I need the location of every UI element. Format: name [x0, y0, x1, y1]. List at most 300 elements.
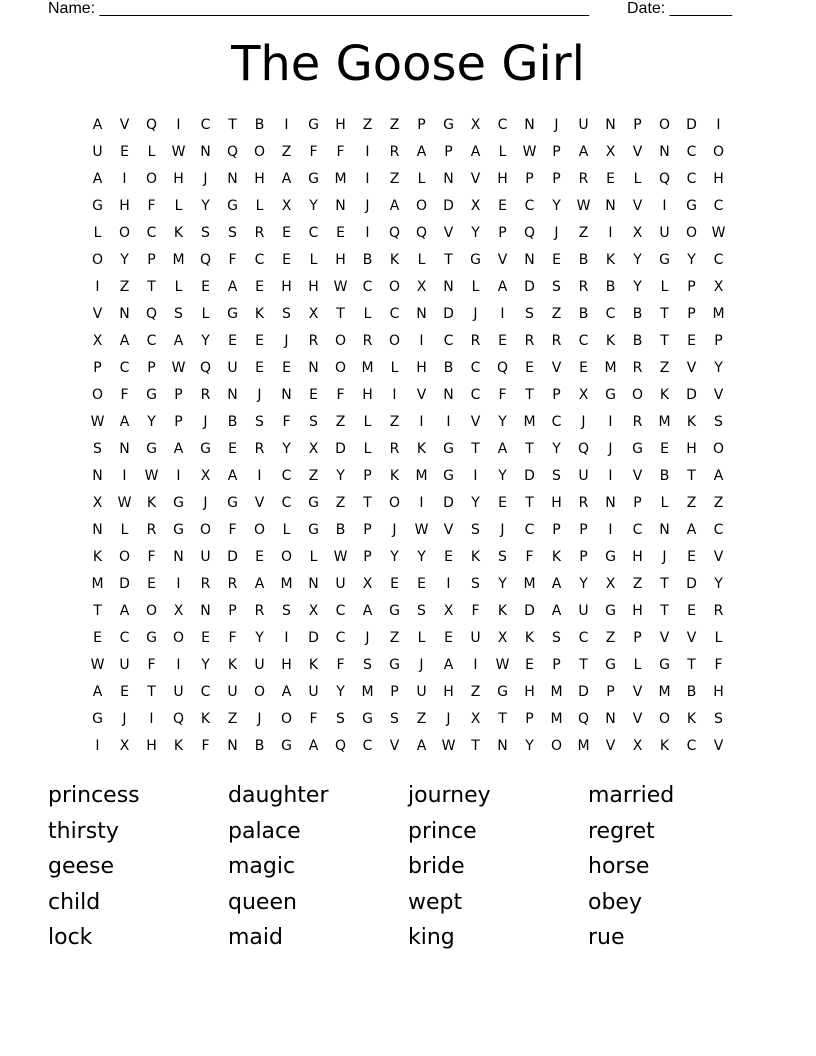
grid-letter: O: [388, 332, 401, 349]
grid-letter: Z: [416, 710, 427, 727]
grid-letter: S: [309, 413, 318, 430]
grid-letter: E: [444, 629, 453, 646]
grid-letter: D: [578, 683, 589, 700]
grid-letter: V: [254, 494, 265, 511]
grid-letter: B: [659, 467, 670, 484]
grid-letter: W: [333, 278, 348, 295]
grid-letter: S: [471, 575, 480, 592]
grid-letter: L: [660, 494, 669, 511]
grid-letter: A: [389, 197, 400, 214]
grid-letter: K: [308, 656, 319, 673]
grid-letter: X: [632, 737, 643, 754]
grid-letter: N: [308, 575, 319, 592]
grid-letter: Y: [390, 548, 399, 565]
grid-letter: Y: [309, 197, 318, 214]
grid-row: [84, 489, 732, 516]
grid-row: [84, 246, 732, 273]
grid-letter: G: [605, 656, 616, 673]
grid-letter: G: [605, 386, 616, 403]
grid-letter: C: [362, 278, 373, 295]
grid-letter: E: [660, 440, 669, 457]
grid-letter: A: [713, 467, 724, 484]
grid-letter: U: [119, 656, 130, 673]
grid-letter: U: [578, 602, 589, 619]
grid-letter: C: [281, 494, 292, 511]
grid-letter: A: [173, 332, 184, 349]
worksheet-header: [48, 0, 768, 18]
grid-letter: M: [361, 359, 374, 376]
grid-letter: S: [93, 440, 102, 457]
grid-row: [84, 435, 732, 462]
grid-letter: F: [471, 602, 480, 619]
grid-letter: C: [713, 251, 724, 268]
grid-letter: W: [495, 656, 510, 673]
grid-letter: I: [419, 413, 424, 430]
grid-letter: Y: [336, 467, 345, 484]
grid-letter: Y: [687, 251, 696, 268]
word-list-item: married: [588, 783, 675, 808]
grid-letter: P: [552, 143, 561, 160]
grid-letter: T: [93, 602, 102, 619]
grid-letter: H: [632, 602, 643, 619]
grid-letter: Y: [714, 575, 723, 592]
grid-letter: I: [176, 656, 181, 673]
grid-letter: Z: [389, 629, 400, 646]
grid-letter: J: [473, 305, 478, 322]
grid-letter: H: [524, 683, 535, 700]
grid-letter: Y: [552, 440, 561, 457]
grid-letter: L: [417, 629, 426, 646]
grid-letter: Y: [498, 467, 507, 484]
grid-letter: F: [201, 737, 210, 754]
grid-letter: V: [632, 143, 643, 160]
word-list-item: maid: [228, 925, 283, 950]
grid-letter: G: [227, 494, 238, 511]
grid-letter: O: [658, 710, 671, 727]
grid-letter: P: [633, 629, 642, 646]
grid-letter: E: [525, 359, 534, 376]
grid-letter: T: [363, 494, 372, 511]
grid-letter: X: [200, 467, 211, 484]
grid-letter: T: [147, 683, 156, 700]
grid-letter: E: [147, 575, 156, 592]
grid-letter: Y: [498, 413, 507, 430]
grid-letter: X: [713, 278, 724, 295]
grid-letter: C: [524, 521, 535, 538]
grid-letter: L: [147, 143, 156, 160]
grid-letter: V: [389, 737, 400, 754]
grid-letter: Y: [120, 251, 129, 268]
grid-letter: F: [147, 548, 156, 565]
grid-letter: K: [605, 332, 616, 349]
grid-letter: O: [334, 359, 347, 376]
grid-letter: N: [524, 116, 535, 133]
grid-letter: E: [444, 548, 453, 565]
grid-letter: J: [257, 386, 262, 403]
grid-letter: E: [687, 332, 696, 349]
grid-letter: I: [149, 710, 154, 727]
grid-letter: Q: [334, 737, 347, 754]
grid-letter: E: [606, 170, 615, 187]
grid-letter: P: [714, 332, 723, 349]
grid-letter: X: [362, 575, 373, 592]
grid-letter: X: [470, 116, 481, 133]
grid-letter: M: [712, 305, 725, 322]
grid-letter: I: [95, 737, 100, 754]
grid-letter: V: [713, 737, 724, 754]
grid-letter: O: [685, 224, 698, 241]
grid-letter: P: [633, 116, 642, 133]
grid-letter: B: [254, 116, 265, 133]
grid-letter: U: [227, 683, 238, 700]
grid-letter: N: [227, 737, 238, 754]
grid-letter: Z: [659, 359, 670, 376]
grid-letter: G: [470, 251, 481, 268]
grid-letter: E: [282, 359, 291, 376]
grid-letter: H: [686, 440, 697, 457]
grid-letter: E: [498, 332, 507, 349]
grid-letter: T: [687, 656, 696, 673]
grid-letter: U: [578, 116, 589, 133]
grid-letter: O: [253, 143, 266, 160]
grid-letter: Q: [145, 305, 158, 322]
grid-row: [84, 138, 732, 165]
grid-letter: J: [608, 440, 613, 457]
grid-row: [84, 624, 732, 651]
grid-letter: E: [336, 224, 345, 241]
grid-letter: B: [578, 251, 589, 268]
grid-letter: C: [470, 359, 481, 376]
grid-letter: I: [419, 332, 424, 349]
grid-letter: O: [388, 278, 401, 295]
grid-letter: I: [176, 575, 181, 592]
grid-letter: E: [255, 359, 264, 376]
grid-letter: R: [632, 359, 643, 376]
grid-letter: D: [524, 467, 535, 484]
grid-letter: C: [686, 737, 697, 754]
grid-letter: P: [93, 359, 102, 376]
grid-letter: F: [525, 548, 534, 565]
grid-letter: P: [363, 467, 372, 484]
grid-letter: J: [554, 224, 559, 241]
grid-letter: Y: [471, 494, 480, 511]
grid-letter: T: [579, 656, 588, 673]
grid-letter: V: [632, 467, 643, 484]
grid-letter: H: [551, 494, 562, 511]
grid-letter: S: [525, 305, 534, 322]
grid-letter: T: [525, 386, 534, 403]
grid-letter: K: [497, 602, 508, 619]
grid-letter: M: [550, 683, 563, 700]
grid-letter: G: [308, 170, 319, 187]
grid-letter: R: [389, 143, 400, 160]
grid-letter: T: [525, 494, 534, 511]
grid-letter: F: [309, 143, 318, 160]
grid-letter: G: [200, 440, 211, 457]
grid-letter: S: [363, 656, 372, 673]
grid-letter: E: [282, 224, 291, 241]
grid-letter: I: [608, 413, 613, 430]
grid-letter: B: [578, 305, 589, 322]
grid-letter: V: [605, 737, 616, 754]
grid-letter: I: [122, 467, 127, 484]
grid-letter: U: [659, 224, 670, 241]
grid-letter: P: [687, 305, 696, 322]
grid-letter: J: [203, 170, 208, 187]
word-list-item: wept: [408, 889, 463, 915]
grid-letter: P: [174, 386, 183, 403]
grid-letter: H: [281, 278, 292, 295]
grid-letter: E: [255, 332, 264, 349]
grid-letter: Q: [496, 359, 509, 376]
grid-letter: C: [578, 629, 589, 646]
grid-letter: N: [92, 521, 103, 538]
grid-letter: T: [471, 737, 480, 754]
grid-row: [84, 381, 732, 408]
grid-letter: W: [117, 494, 132, 511]
grid-letter: L: [282, 521, 291, 538]
grid-letter: I: [446, 413, 451, 430]
grid-letter: A: [416, 143, 427, 160]
grid-letter: O: [388, 494, 401, 511]
grid-letter: Q: [658, 170, 671, 187]
grid-letter: E: [579, 359, 588, 376]
grid-letter: O: [253, 683, 266, 700]
grid-letter: E: [228, 440, 237, 457]
grid-letter: A: [578, 143, 589, 160]
grid-letter: E: [120, 683, 129, 700]
grid-letter: C: [362, 737, 373, 754]
grid-letter: N: [659, 143, 670, 160]
grid-letter: Z: [551, 305, 562, 322]
grid-letter: V: [470, 413, 481, 430]
grid-letter: T: [228, 116, 237, 133]
grid-letter: S: [255, 413, 264, 430]
grid-letter: K: [200, 710, 211, 727]
grid-letter: Z: [335, 413, 346, 430]
grid-letter: G: [146, 440, 157, 457]
grid-letter: Z: [686, 494, 697, 511]
grid-letter: Y: [525, 737, 534, 754]
grid-letter: D: [686, 575, 697, 592]
grid-letter: Z: [632, 575, 643, 592]
grid-letter: M: [280, 575, 293, 592]
grid-letter: M: [658, 413, 671, 430]
grid-letter: Q: [172, 710, 185, 727]
grid-letter: P: [174, 413, 183, 430]
grid-letter: F: [336, 386, 345, 403]
grid-letter: R: [254, 440, 265, 457]
grid-letter: B: [686, 683, 697, 700]
grid-letter: V: [659, 629, 670, 646]
grid-letter: E: [498, 197, 507, 214]
grid-letter: O: [550, 737, 563, 754]
grid-letter: C: [578, 332, 589, 349]
grid-letter: T: [660, 602, 669, 619]
grid-letter: E: [525, 656, 534, 673]
grid-letter: Q: [199, 359, 212, 376]
grid-letter: N: [605, 710, 616, 727]
grid-letter: O: [118, 224, 131, 241]
grid-letter: Z: [389, 413, 400, 430]
grid-letter: Y: [633, 251, 642, 268]
grid-letter: K: [659, 737, 670, 754]
grid-letter: L: [498, 143, 507, 160]
grid-letter: Z: [119, 278, 130, 295]
grid-letter: G: [92, 197, 103, 214]
grid-letter: P: [363, 548, 372, 565]
grid-letter: E: [687, 548, 696, 565]
grid-letter: X: [92, 332, 103, 349]
grid-letter: O: [91, 386, 104, 403]
grid-letter: D: [443, 305, 454, 322]
grid-letter: V: [497, 251, 508, 268]
grid-row: [84, 165, 732, 192]
grid-row: [84, 651, 732, 678]
grid-letter: C: [281, 467, 292, 484]
grid-letter: T: [660, 332, 669, 349]
grid-letter: A: [119, 413, 130, 430]
grid-letter: O: [145, 170, 158, 187]
grid-letter: C: [200, 116, 211, 133]
grid-letter: Z: [281, 143, 292, 160]
grid-letter: C: [551, 413, 562, 430]
word-list-item: magic: [228, 854, 296, 879]
grid-letter: F: [498, 386, 507, 403]
grid-row: [84, 111, 732, 138]
grid-letter: Y: [201, 332, 210, 349]
grid-letter: I: [365, 170, 370, 187]
grid-letter: Z: [389, 116, 400, 133]
grid-letter: L: [417, 170, 426, 187]
grid-letter: U: [470, 629, 481, 646]
grid-letter: X: [443, 602, 454, 619]
grid-letter: T: [498, 710, 507, 727]
grid-letter: R: [200, 386, 211, 403]
grid-letter: C: [686, 143, 697, 160]
word-list-item: palace: [228, 818, 301, 844]
grid-letter: B: [443, 359, 454, 376]
grid-letter: N: [308, 359, 319, 376]
grid-letter: C: [686, 170, 697, 187]
grid-letter: H: [632, 548, 643, 565]
grid-letter: K: [605, 251, 616, 268]
grid-letter: P: [525, 170, 534, 187]
grid-letter: V: [686, 359, 697, 376]
grid-letter: N: [227, 170, 238, 187]
grid-letter: K: [146, 494, 157, 511]
grid-letter: S: [390, 710, 399, 727]
grid-letter: L: [309, 548, 318, 565]
grid-letter: O: [172, 629, 185, 646]
grid-letter: P: [444, 143, 453, 160]
grid-letter: H: [416, 359, 427, 376]
grid-letter: T: [660, 305, 669, 322]
grid-letter: D: [119, 575, 130, 592]
grid-letter: X: [416, 278, 427, 295]
grid-letter: V: [713, 548, 724, 565]
grid-letter: X: [632, 224, 643, 241]
grid-letter: E: [255, 548, 264, 565]
grid-letter: M: [334, 170, 347, 187]
grid-letter: H: [713, 683, 724, 700]
grid-letter: P: [390, 683, 399, 700]
grid-letter: W: [171, 359, 186, 376]
grid-letter: W: [711, 224, 726, 241]
grid-letter: J: [203, 494, 208, 511]
grid-letter: V: [119, 116, 130, 133]
grid-letter: T: [336, 305, 345, 322]
grid-letter: A: [686, 521, 697, 538]
grid-letter: G: [92, 710, 103, 727]
grid-letter: K: [524, 629, 535, 646]
grid-letter: H: [362, 386, 373, 403]
grid-letter: D: [686, 116, 697, 133]
grid-letter: F: [228, 629, 237, 646]
grid-letter: Z: [389, 170, 400, 187]
grid-letter: S: [282, 305, 291, 322]
grid-letter: C: [470, 386, 481, 403]
grid-letter: J: [392, 521, 397, 538]
grid-letter: I: [473, 656, 478, 673]
grid-letter: N: [119, 440, 130, 457]
grid-letter: Y: [552, 197, 561, 214]
grid-letter: G: [146, 386, 157, 403]
grid-letter: S: [552, 467, 561, 484]
grid-letter: E: [93, 629, 102, 646]
grid-letter: C: [335, 602, 346, 619]
grid-letter: Y: [471, 224, 480, 241]
grid-letter: R: [578, 494, 589, 511]
grid-letter: L: [390, 359, 399, 376]
grid-letter: E: [309, 386, 318, 403]
word-list-item: thirsty: [48, 818, 119, 844]
grid-letter: L: [363, 440, 372, 457]
grid-letter: X: [470, 710, 481, 727]
grid-letter: E: [282, 251, 291, 268]
grid-row: [84, 462, 732, 489]
grid-letter: V: [443, 521, 454, 538]
grid-letter: E: [417, 575, 426, 592]
grid-letter: C: [146, 332, 157, 349]
grid-letter: E: [390, 575, 399, 592]
grid-letter: A: [551, 575, 562, 592]
grid-letter: Y: [201, 656, 210, 673]
grid-letter: G: [227, 197, 238, 214]
grid-letter: A: [119, 332, 130, 349]
grid-letter: V: [443, 224, 454, 241]
grid-letter: G: [443, 116, 454, 133]
grid-row: [84, 192, 732, 219]
grid-letter: G: [362, 710, 373, 727]
word-list-item: daughter: [228, 783, 329, 808]
grid-letter: H: [713, 170, 724, 187]
grid-letter: A: [416, 737, 427, 754]
grid-letter: P: [579, 521, 588, 538]
grid-letter: E: [552, 251, 561, 268]
grid-letter: J: [419, 656, 424, 673]
grid-letter: M: [523, 575, 536, 592]
grid-row: [84, 570, 732, 597]
grid-row: [84, 354, 732, 381]
grid-letter: S: [714, 710, 723, 727]
grid-letter: L: [174, 197, 183, 214]
grid-letter: L: [255, 197, 264, 214]
grid-letter: S: [201, 224, 210, 241]
word-list-item: rue: [588, 925, 625, 950]
grid-letter: V: [686, 629, 697, 646]
grid-letter: D: [227, 548, 238, 565]
